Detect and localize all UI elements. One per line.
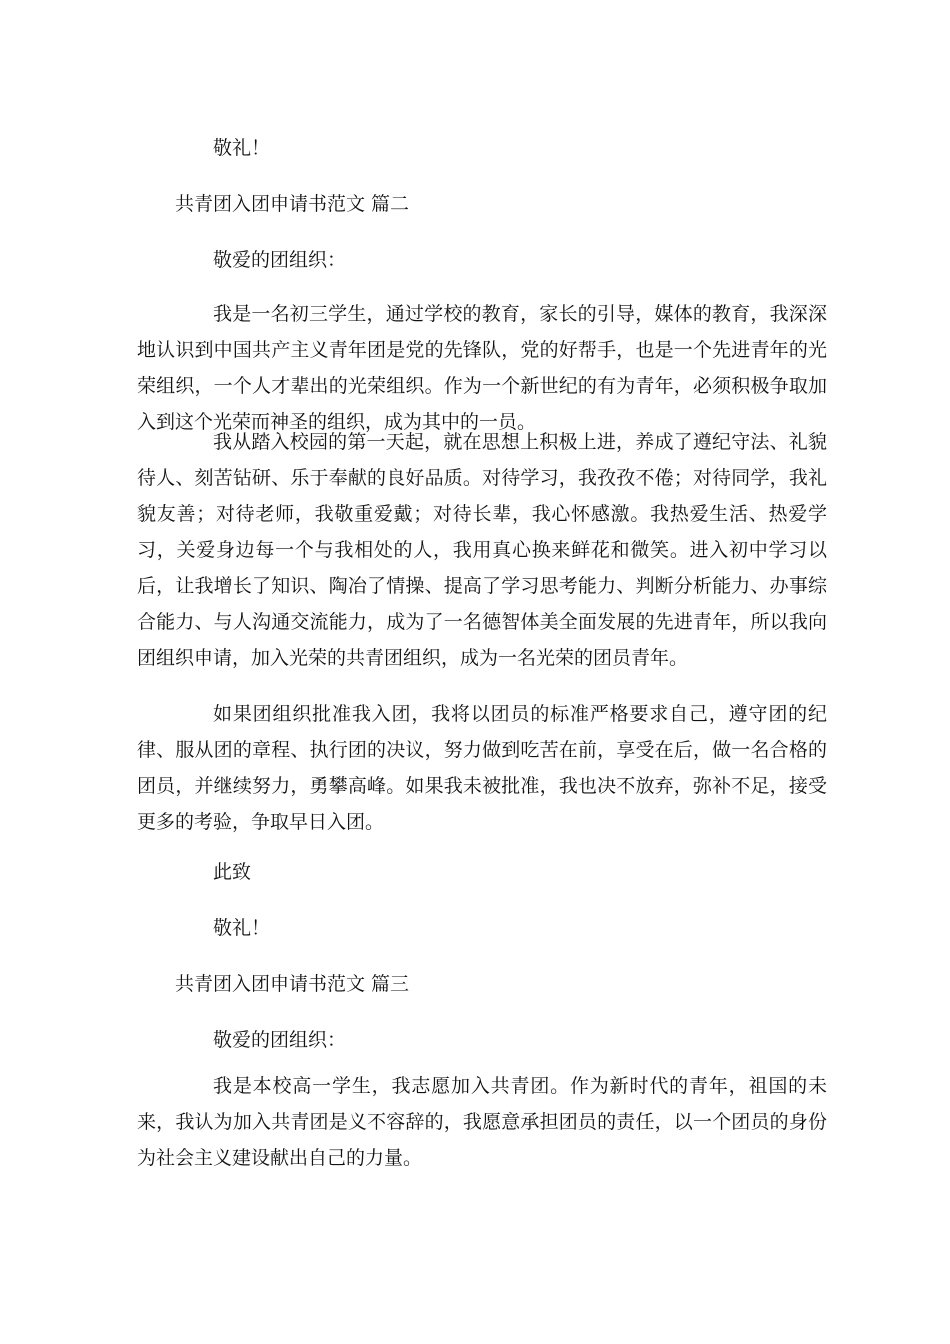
closing-text: 敬礼！	[213, 137, 271, 159]
body-paragraph: 如果团组织批准我入团，我将以团员的标准严格要求自己，遵守团的纪律、服从团的章程、执行团的决议，努力做到吃苦在前，享受在后，做一名合格的团员，并继续努力，勇攀高峰。如果我未被批准，我也决不放弃，弥补不足，接受更多的考验，争取早日入团。	[137, 703, 827, 833]
regards-text: 此致	[213, 861, 252, 883]
section-heading: 共青团入团申请书范文 篇三	[175, 973, 410, 995]
salutation-text: 敬爱的团组织：	[213, 249, 347, 271]
body-paragraph: 我从踏入校园的第一天起，就在思想上积极上进，养成了遵纪守法、礼貌待人、刻苦钻研、乐于奉献的良好品质。对待学习，我孜孜不倦；对待同学，我礼貌友善；对待老师，我敬重爱戴；对待长辈，我心怀感激。我热爱生活、热爱学习，关爱身边每一个与我相处的人，我用真心换来鲜花和微笑。进入初中学习以后，让我增长了知识、陶冶了情操、提高了学习思考能力、判断分析能力、办事综合能力、与人沟通交流能力，成为了一名德智体美全面发展的先进青年，所以我向团组织申请，加入光荣的共青团组织，成为一名光荣的团员青年。	[137, 431, 827, 669]
body-paragraph: 我是一名初三学生，通过学校的教育，家长的引导，媒体的教育，我深深地认识到中国共产主义青年团是党的先锋队，党的好帮手，也是一个先进青年的光荣组织，一个人才辈出的光荣组织。作为一个新世纪的有为青年，必须积极争取加入到这个光荣而神圣的组织，成为其中的一员。	[137, 303, 827, 433]
body-paragraph: 我是本校高一学生，我志愿加入共青团。作为新时代的青年，祖国的未来，我认为加入共青团是义不容辞的，我愿意承担团员的责任，以一个团员的身份为社会主义建设献出自己的力量。	[137, 1075, 827, 1169]
salutation-text: 敬爱的团组织：	[213, 1029, 347, 1051]
closing-text: 敬礼！	[213, 917, 271, 939]
section-heading: 共青团入团申请书范文 篇二	[175, 193, 410, 215]
